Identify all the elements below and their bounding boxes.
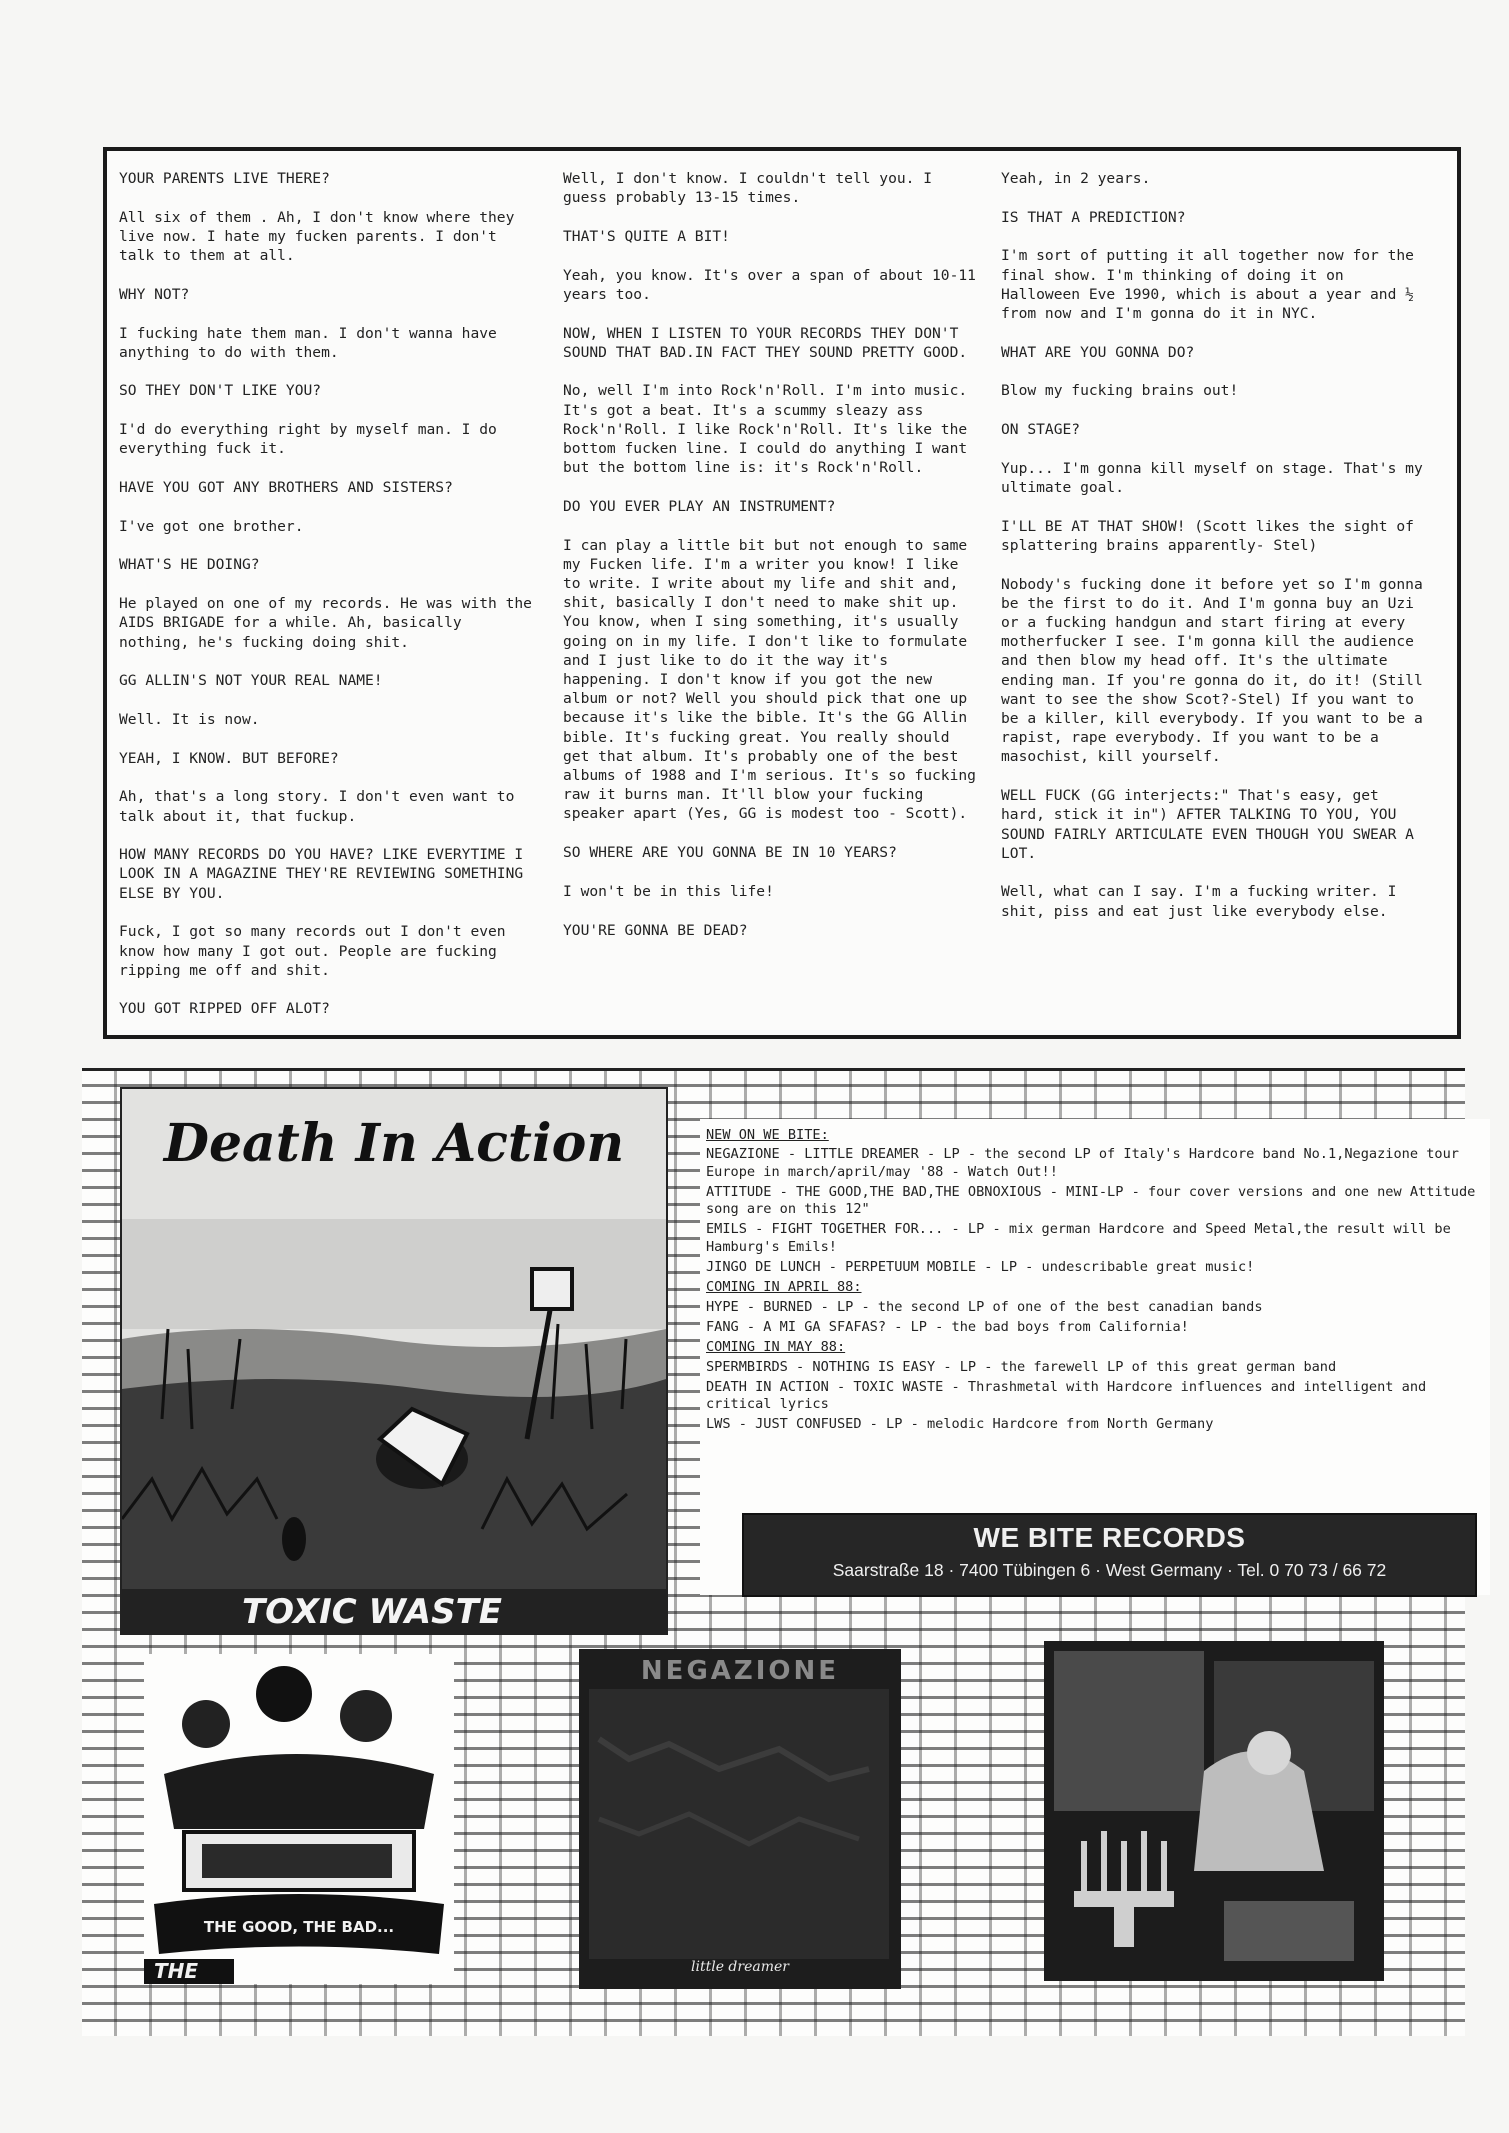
interview-paragraph: DO YOU EVER PLAY AN INSTRUMENT? (563, 497, 836, 515)
interview-paragraph: HOW MANY RECORDS DO YOU HAVE? LIKE EVERYTIME I LOOK IN A MAGAZINE THEY'RE REVIEWING SOMETHING ELSE BY YOU. (119, 846, 524, 902)
interview-paragraph: SO WHERE ARE YOU GONNA BE IN 10 YEARS? (563, 844, 897, 862)
interview-paragraph: Well, what can I say. I'm a fucking writer. I shit, piss and eat just like everybody else. (1001, 883, 1397, 920)
interview-paragraph: Ah, that's a long story. I don't even want to talk about it, that fuckup. (119, 788, 515, 825)
release-entry: JINGO DE LUNCH - PERPETUUM MOBILE - LP - undescribable great music! (706, 1259, 1255, 1276)
interview-box (103, 147, 1461, 1039)
band-name: NEGAZIONE (640, 1656, 840, 1686)
spermbirds-cover (1044, 1641, 1384, 1981)
interview-paragraph: Yeah, you know. It's over a span of about 10-11 years too. (563, 266, 976, 303)
interview-paragraph: Well. It is now. (119, 710, 260, 728)
label-name: WE BITE RECORDS (973, 1522, 1246, 1553)
interview-paragraph: I've got one brother. (119, 517, 304, 535)
we-bite-advertisement (82, 1068, 1476, 2036)
interview-paragraph: I won't be in this life! (563, 882, 774, 900)
interview-paragraph: WHY NOT? (119, 285, 190, 303)
cover-tag: THE (154, 1959, 199, 1983)
album-subtitle: TOXIC WASTE (241, 1592, 503, 1632)
release-entry: HYPE - BURNED - LP - the second LP of one of the best canadian bands (706, 1298, 1263, 1315)
interview-paragraph: All six of them . Ah, I don't know where they live now. I hate my fucken parents. I don't talk to them at all. (119, 208, 515, 265)
interview-paragraph: Blow my fucking brains out! (1001, 382, 1239, 400)
interview-paragraph: WELL FUCK (GG interjects:" That's easy, get hard, stick it in") AFTER TALKING TO YOU, YOU SOUND FAIRLY ARTICULATE EVEN THOUGH YOU SWEAR A LOT. (1001, 787, 1414, 862)
negazione-cover (579, 1649, 901, 1989)
release-entry: ATTITUDE - THE GOOD,THE BAD,THE OBNOXIOUS - MINI-LP - four cover versions and one new Attitude song are on this 12" (706, 1183, 1476, 1218)
interview-paragraph: I'LL BE AT THAT SHOW! (Scott likes the sight of splattering brains apparently- Stel) (1001, 517, 1414, 554)
interview-paragraph: He played on one of my records. He was with the AIDS BRIGADE for a while. Ah, basically nothing, he's fucking doing shit. (119, 595, 532, 651)
interview-paragraph: YEAH, I KNOW. BUT BEFORE? (119, 749, 339, 767)
interview-paragraph: WHAT ARE YOU GONNA DO? (1001, 343, 1195, 361)
release-section-april (706, 1279, 1482, 1336)
release-entry: NEGAZIONE - LITTLE DREAMER - LP - the second LP of Italy's Hardcore band No.1,Negazione tour Europe in march/april/may '88 - Watch Out!! (706, 1146, 1459, 1180)
interview-paragraph: THAT'S QUITE A BIT! (563, 227, 730, 245)
interview-paragraph: YOU'RE GONNA BE DEAD? (563, 921, 748, 939)
interview-paragraph: ON STAGE? (1001, 421, 1081, 439)
interview-paragraph: I fucking hate them man. I don't wanna have anything to do with them. (119, 324, 497, 361)
interview-paragraph: Fuck, I got so many records out I don't even know how many I got out. People are fucking ripping me off and shit. (119, 923, 506, 979)
cover-artwork (1044, 1641, 1384, 1981)
attitude-cover (144, 1654, 454, 1984)
release-section-may (706, 1339, 1482, 1433)
interview-paragraph: YOU GOT RIPPED OFF ALOT? (119, 1000, 330, 1018)
interview-paragraph: Yup... I'm gonna kill myself on stage. That's my ultimate goal. (1001, 459, 1423, 497)
section-heading: NEW ON WE BITE: (706, 1127, 829, 1143)
interview-column-3 (1001, 169, 1423, 940)
section-heading: COMING IN MAY 88: (706, 1339, 846, 1356)
cover-banner-text: THE GOOD, THE BAD... (203, 1918, 395, 1936)
interview-paragraph: I'd do everything right by myself man. I do everything fuck it. (119, 421, 497, 458)
release-entry: EMILS - FIGHT TOGETHER FOR... - LP - mix german Hardcore and Speed Metal,the result will be Hamburg's Emils! (706, 1221, 1451, 1255)
interview-paragraph: Well, I don't know. I couldn't tell you. I guess probably 13-15 times. (563, 170, 933, 207)
interview-paragraph: NOW, WHEN I LISTEN TO YOUR RECORDS THEY DON'T SOUND THAT BAD.IN FACT THEY SOUND PRETTY GOOD. (563, 324, 968, 361)
little-dreamer-artwork (579, 1649, 901, 1989)
interview-paragraph: I can play a little bit but not enough to same my Fucken life. I'm a writer you know! I like to write. I write about my life and shit and, shit, basically I don't need to make shit up. You know, when I sing something, it's usually going on in my life. I don't like to formulate and I just like to do it the way it's happening. I don't know if you got the new album or not? Well you should pick that one up because it's like the bible. It's the GG Allin bible. It's fucking great. You really should get that album. It's probably one of the best albums of 1988 and I'm serious. It's so fucking raw it burns man. It'll blow your fucking speaker apart (Yes, GG is modest too - Scott). (563, 536, 976, 823)
toxic-waste-artwork (122, 1089, 666, 1633)
interview-paragraph: GG ALLIN'S NOT YOUR REAL NAME! (119, 672, 383, 690)
section-heading: COMING IN APRIL 88: (706, 1279, 862, 1296)
release-section-new (706, 1127, 1482, 1276)
death-in-action-cover (120, 1087, 668, 1635)
release-entry: FANG - A MI GA SFAFAS? - LP - the bad boys from California! (706, 1318, 1189, 1335)
release-entry: SPERMBIRDS - NOTHING IS EASY - LP - the farewell LP of this great german band (706, 1358, 1337, 1375)
album-script: little dreamer (691, 1959, 789, 1975)
interview-paragraph: HAVE YOU GOT ANY BROTHERS AND SISTERS? (119, 479, 453, 497)
label-address: Saarstraße 18 · 7400 Tübingen 6 · West Germany · Tel. 0 70 73 / 66 72 (832, 1560, 1387, 1580)
interview-paragraph: SO THEY DON'T LIKE YOU? (119, 382, 322, 400)
interview-paragraph: WHAT'S HE DOING? (119, 556, 260, 574)
interview-paragraph: No, well I'm into Rock'n'Roll. I'm into music. It's got a beat. It's a scummy sleazy ass Rock'n'Roll. I like Rock'n'Roll. It's like the bottom fucken line. I could do anything I want but the bottom line is: it's Rock'n'Roll. (563, 382, 968, 477)
interview-paragraph: I'm sort of putting it all together now for the final show. I'm thinking of doing it on Halloween Eve 1990, which is about a year and ½ from now and I'm gonna do it in NYC. (1001, 247, 1414, 323)
we-bite-records-banner (742, 1513, 1477, 1597)
release-entry: LWS - JUST CONFUSED - LP - melodic Hardcore from North Germany (706, 1416, 1214, 1433)
release-entry: DEATH IN ACTION - TOXIC WASTE - Thrashmetal with Hardcore influences and intelligent and critical lyrics (706, 1378, 1427, 1413)
interview-column-1 (119, 169, 539, 1038)
interview-paragraph: Nobody's fucking done it before yet so I'm gonna be the first to do it. And I'm gonna buy an Uzi or a fucking handgun and start firing at every motherfucker I see. I'm gonna kill the audience and then blow my head off. It's the ultimate ending man. If you're gonna do it, do it! (Still want to see the show Scot?-Stel) If you want to be a killer, kill everybody. If you want to be a rapist, rape everybody. If you want to be a masochist, kill yourself. (1001, 575, 1423, 766)
attitude-artwork (144, 1654, 454, 1984)
interview-paragraph: IS THAT A PREDICTION? (1001, 208, 1186, 226)
album-title: Death In Action (163, 1113, 625, 1174)
interview-column-2 (563, 169, 977, 959)
interview-paragraph: Yeah, in 2 years. (1001, 170, 1151, 187)
interview-paragraph: YOUR PARENTS LIVE THERE? (119, 170, 330, 187)
